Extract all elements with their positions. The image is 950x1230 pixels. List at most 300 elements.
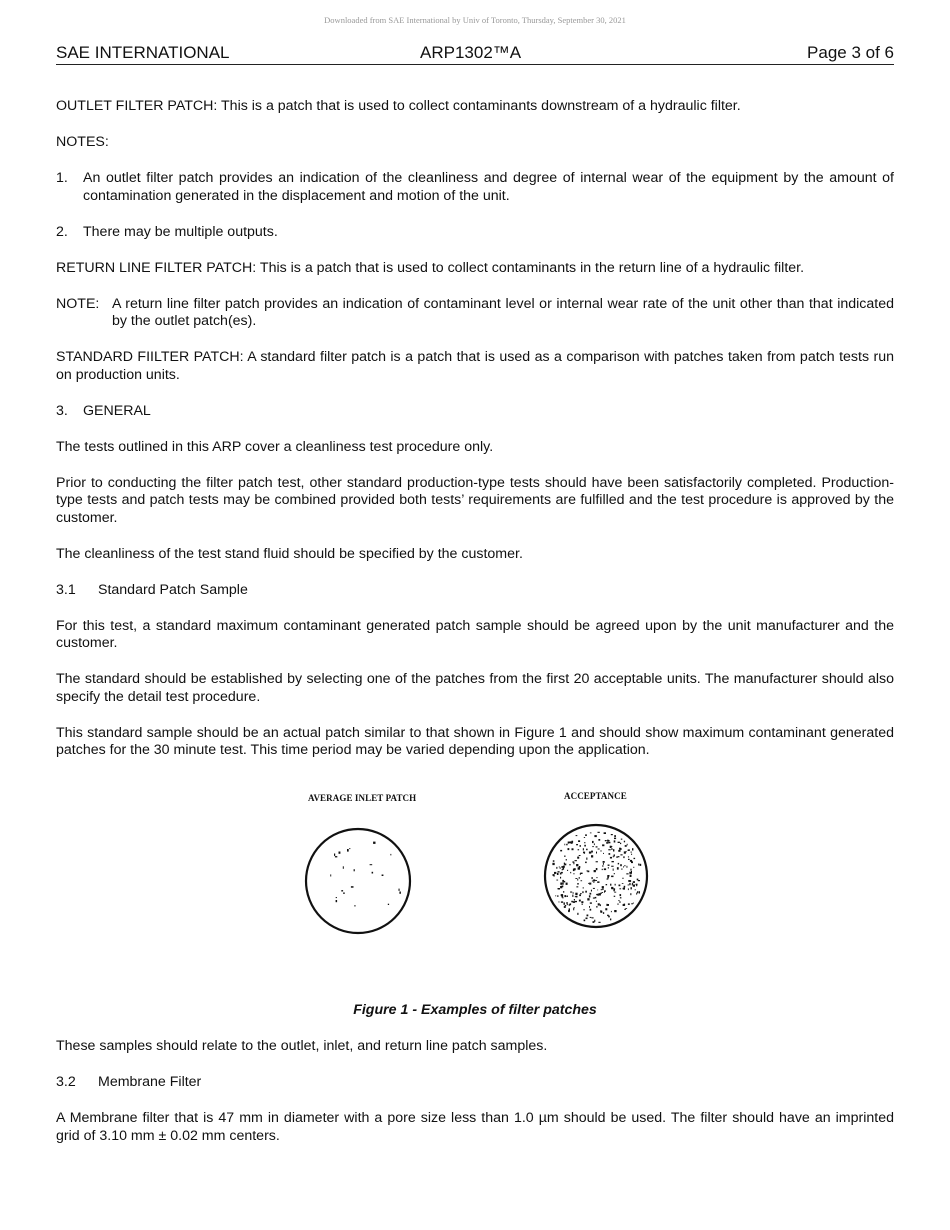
contaminant-speck [600, 904, 601, 906]
contaminant-speck [581, 880, 583, 881]
contaminant-speck [564, 895, 566, 897]
contaminant-speck [593, 898, 595, 899]
contaminant-speck [605, 840, 607, 841]
contaminant-speck [576, 844, 578, 845]
contaminant-speck [639, 891, 640, 893]
contaminant-speck [624, 909, 625, 910]
contaminant-speck [627, 844, 628, 846]
contaminant-speck [576, 835, 578, 836]
contaminant-speck [611, 911, 612, 912]
acceptance-patch-label: ACCEPTANCE [564, 791, 627, 801]
contaminant-speck [553, 860, 555, 862]
contaminant-speck [608, 842, 610, 844]
notes-label: NOTES: [56, 134, 109, 150]
contaminant-speck [624, 886, 626, 888]
contaminant-speck [631, 903, 633, 904]
contaminant-speck [620, 864, 622, 866]
contaminant-speck [628, 859, 630, 860]
contaminant-speck [625, 845, 627, 847]
contaminant-speck [566, 902, 567, 904]
contaminant-speck [579, 877, 580, 879]
contaminant-speck [629, 872, 631, 874]
contaminant-speck [575, 901, 577, 902]
contaminant-speck [581, 901, 583, 903]
contaminant-speck [577, 913, 578, 915]
contaminant-speck [595, 897, 597, 899]
contaminant-speck [606, 842, 608, 844]
contaminant-speck [592, 846, 594, 847]
contaminant-speck [640, 864, 642, 866]
contaminant-speck [626, 873, 628, 874]
contaminant-speck [598, 903, 600, 905]
contaminant-speck [576, 864, 578, 866]
paragraph: Prior to conducting the filter patch test, other standard production-type tests should have been satisfactorily completed. Production-type tests and patch tests may be combined provided both tests’ requirements are fulfilled and the test procedure is approved by the customer. [56, 474, 894, 526]
contaminant-speck [618, 863, 619, 865]
contaminant-speck [564, 906, 566, 908]
contaminant-speck [618, 903, 619, 905]
contaminant-speck [633, 885, 635, 887]
contaminant-speck [399, 892, 401, 894]
contaminant-speck [584, 920, 586, 922]
section-title: Standard Patch Sample [98, 581, 248, 598]
contaminant-speck [608, 867, 609, 868]
contaminant-speck [598, 894, 599, 896]
contaminant-speck [608, 865, 610, 866]
contaminant-speck [590, 902, 592, 903]
contaminant-speck [607, 876, 609, 878]
contaminant-speck [616, 856, 617, 858]
contaminant-speck [570, 892, 572, 893]
contaminant-speck [620, 854, 622, 855]
contaminant-speck [598, 832, 600, 833]
contaminant-speck [617, 867, 619, 869]
contaminant-speck [566, 896, 568, 898]
contaminant-speck [564, 881, 566, 883]
contaminant-speck [567, 870, 568, 871]
contaminant-speck [603, 863, 604, 865]
contaminant-speck [583, 848, 584, 850]
contaminant-speck [596, 861, 598, 862]
note-number: 2. [56, 223, 68, 240]
contaminant-speck [589, 852, 591, 854]
contaminant-speck [577, 857, 579, 859]
contaminant-speck [552, 863, 554, 865]
contaminant-speck [343, 866, 344, 869]
section-title: GENERAL [83, 402, 151, 419]
contaminant-speck [619, 885, 621, 887]
contaminant-speck [573, 862, 574, 864]
contaminant-speck [587, 871, 589, 873]
contaminant-speck [570, 841, 572, 843]
contaminant-speck [611, 866, 613, 867]
contaminant-speck [597, 881, 599, 883]
contaminant-speck [554, 875, 555, 877]
contaminant-speck [575, 893, 577, 895]
contaminant-speck [603, 861, 605, 863]
paragraph: This standard sample should be an actual patch similar to that shown in Figure 1 and should show maximum contaminant generated patches for the 30 minute test. This time period may be varied depending upon the application. [56, 724, 894, 758]
contaminant-speck [633, 903, 634, 904]
outlet-filter-patch-definition: OUTLET FILTER PATCH: This is a patch that is used to collect contaminants downstream of a hydraulic filter. [56, 98, 741, 114]
contaminant-speck [603, 912, 604, 914]
contaminant-speck [566, 883, 568, 885]
contaminant-speck [343, 893, 345, 894]
contaminant-speck [636, 885, 637, 887]
contaminant-speck [575, 878, 577, 879]
contaminant-speck [604, 890, 606, 891]
contaminant-speck [582, 891, 583, 893]
contaminant-speck [335, 856, 337, 857]
contaminant-speck [594, 835, 596, 837]
note-label: NOTE: [56, 295, 100, 312]
average-inlet-patch-label: AVERAGE INLET PATCH [308, 793, 417, 803]
paragraph: The standard should be established by selecting one of the patches from the first 20 acceptable units. The manufacturer should also specify the detail test procedure. [56, 671, 894, 705]
contaminant-speck [625, 851, 627, 852]
contaminant-speck [598, 849, 600, 850]
contaminant-speck [390, 854, 391, 856]
contaminant-speck [589, 895, 591, 897]
page-header [56, 44, 894, 65]
contaminant-speck [600, 910, 601, 911]
contaminant-speck [598, 922, 600, 923]
contaminant-speck [607, 875, 609, 877]
contaminant-speck [336, 897, 337, 898]
contaminant-speck [614, 910, 616, 912]
contaminant-speck [578, 849, 580, 850]
contaminant-speck [624, 841, 625, 843]
contaminant-speck [601, 889, 603, 890]
contaminant-speck [590, 893, 592, 895]
contaminant-speck [619, 848, 621, 850]
contaminant-speck [554, 872, 556, 874]
paragraph: The tests outlined in this ARP cover a cleanliness test procedure only. [56, 438, 494, 455]
contaminant-speck [569, 910, 570, 912]
contaminant-speck [587, 898, 589, 900]
contaminant-speck [613, 856, 614, 858]
contaminant-speck [562, 882, 564, 884]
contaminant-speck [334, 854, 335, 856]
contaminant-speck [602, 869, 603, 870]
contaminant-speck [569, 904, 571, 906]
figure-caption: Figure 1 - Examples of filter patches [353, 1002, 597, 1018]
contaminant-speck [563, 891, 564, 892]
contaminant-speck [602, 892, 604, 893]
contaminant-speck [339, 852, 341, 854]
contaminant-speck [586, 918, 588, 920]
contaminant-speck [620, 897, 622, 898]
contaminant-speck [591, 851, 593, 853]
contaminant-speck [606, 884, 608, 885]
contaminant-speck [330, 874, 331, 876]
contaminant-speck [630, 893, 631, 895]
header-page-number: Page 3 of 6 [807, 43, 894, 62]
contaminant-speck [592, 841, 594, 843]
contaminant-speck [584, 842, 586, 843]
contaminant-speck [604, 868, 606, 870]
contaminant-speck [558, 888, 560, 889]
figure-filter-patches [56, 778, 894, 990]
section-3-1-heading [56, 582, 894, 600]
contaminant-speck [587, 915, 589, 917]
contaminant-speck [610, 857, 612, 859]
contaminant-speck [568, 848, 570, 850]
contaminant-speck [614, 838, 616, 840]
document-body [56, 98, 894, 1164]
header-doc-id: ARP1302™A [420, 43, 522, 62]
average-inlet-patch-image [301, 824, 415, 938]
contaminant-speck [592, 881, 594, 882]
contaminant-speck [600, 893, 601, 894]
contaminant-speck [593, 882, 594, 883]
contaminant-speck [608, 849, 610, 850]
contaminant-speck [585, 891, 587, 893]
contaminant-speck [590, 917, 592, 918]
contaminant-speck [618, 842, 620, 843]
standard-filter-patch-definition: STANDARD FIILTER PATCH: A standard filter patch is a patch that is used as a comparison with patches taken from patch tests run on production units. [56, 349, 894, 383]
contaminant-speck [631, 852, 632, 853]
contaminant-speck [630, 860, 632, 862]
contaminant-speck [388, 904, 389, 905]
contaminant-speck [564, 856, 565, 857]
contaminant-speck [628, 885, 630, 886]
section-3-2-heading [56, 1074, 894, 1092]
contaminant-speck [614, 840, 616, 842]
section-3-heading [56, 403, 894, 421]
contaminant-speck [621, 868, 622, 869]
contaminant-speck [604, 832, 606, 834]
contaminant-speck [555, 895, 556, 896]
contaminant-speck [573, 869, 575, 871]
download-watermark: Downloaded from SAE International by Univ of Toronto, Thursday, September 30, 2021 [324, 15, 626, 25]
contaminant-speck [611, 876, 613, 878]
contaminant-speck [590, 833, 592, 834]
contaminant-speck [614, 873, 615, 874]
contaminant-speck [596, 906, 598, 907]
contaminant-speck [580, 845, 581, 847]
contaminant-speck [615, 884, 616, 886]
contaminant-speck [560, 873, 562, 875]
contaminant-speck [618, 900, 619, 901]
contaminant-speck [636, 893, 637, 895]
contaminant-speck [557, 895, 558, 897]
contaminant-speck [627, 866, 628, 868]
contaminant-speck [572, 841, 574, 843]
contaminant-speck [612, 861, 614, 862]
header-org: SAE INTERNATIONAL [56, 43, 230, 62]
contaminant-speck [579, 894, 581, 896]
contaminant-speck [560, 867, 561, 869]
contaminant-speck [629, 883, 630, 885]
contaminant-speck [632, 848, 633, 850]
contaminant-speck [347, 849, 349, 852]
contaminant-speck [622, 878, 624, 879]
contaminant-speck [614, 888, 616, 890]
contaminant-speck [610, 919, 611, 921]
contaminant-speck [573, 901, 575, 903]
contaminant-speck [575, 860, 577, 861]
contaminant-speck [602, 865, 603, 866]
contaminant-speck [628, 888, 629, 890]
contaminant-speck [589, 883, 591, 885]
contaminant-speck [562, 886, 564, 888]
paragraph: These samples should relate to the outlet, inlet, and return line patch samples. [56, 1038, 548, 1054]
note-item [56, 170, 894, 205]
contaminant-speck [354, 905, 355, 906]
contaminant-speck [559, 866, 560, 867]
contaminant-speck [373, 842, 375, 844]
contaminant-speck [611, 848, 613, 849]
contaminant-speck [586, 849, 588, 851]
contaminant-speck [607, 879, 609, 880]
contaminant-speck [580, 893, 581, 894]
note-text: A return line filter patch provides an indication of contaminant level or internal wear rate of the unit other than that indicated by the outlet patch(es). [112, 295, 894, 329]
contaminant-speck [596, 846, 598, 847]
contaminant-speck [622, 883, 624, 884]
contaminant-speck [558, 871, 560, 872]
contaminant-speck [630, 869, 631, 871]
contaminant-speck [563, 868, 565, 870]
contaminant-speck [590, 909, 592, 911]
contaminant-speck [579, 855, 581, 856]
contaminant-speck [561, 901, 563, 902]
contaminant-speck [635, 889, 636, 890]
contaminant-speck [602, 886, 604, 888]
return-line-filter-patch-definition: RETURN LINE FILTER PATCH: This is a patch that is used to collect contaminants in the return line of a hydraulic filter. [56, 259, 805, 276]
contaminant-speck [631, 887, 632, 889]
section-number: 3.1 [56, 581, 76, 598]
contaminant-speck [632, 883, 633, 885]
contaminant-speck [566, 844, 567, 846]
contaminant-speck [382, 875, 384, 877]
contaminant-speck [584, 837, 585, 838]
contaminant-speck [628, 856, 629, 857]
paragraph: For this test, a standard maximum contaminant generated patch sample should be agreed upon by the unit manufacturer and the customer. [56, 617, 894, 651]
contaminant-speck [560, 850, 562, 852]
contaminant-speck [583, 909, 584, 910]
contaminant-speck [619, 888, 621, 889]
contaminant-speck [566, 859, 567, 861]
contaminant-speck [582, 904, 584, 905]
contaminant-speck [579, 866, 581, 868]
paragraph: The cleanliness of the test stand fluid should be specified by the customer. [56, 545, 523, 562]
contaminant-speck [605, 908, 607, 910]
contaminant-speck [564, 902, 565, 904]
contaminant-speck [399, 889, 400, 891]
contaminant-speck [607, 915, 609, 916]
contaminant-speck [585, 862, 587, 864]
contaminant-speck [372, 872, 374, 874]
contaminant-speck [638, 864, 639, 866]
contaminant-speck [370, 864, 373, 865]
contaminant-speck [354, 869, 355, 871]
note-number: 1. [56, 170, 68, 186]
contaminant-speck [591, 890, 592, 892]
section-number: 3. [56, 402, 68, 419]
contaminant-speck [561, 895, 563, 897]
note-item [56, 224, 894, 242]
contaminant-speck [595, 880, 597, 881]
contaminant-speck [598, 839, 600, 841]
contaminant-speck [597, 890, 598, 891]
contaminant-speck [620, 894, 622, 896]
contaminant-speck [569, 864, 570, 865]
contaminant-speck [596, 868, 598, 870]
contaminant-speck [583, 887, 584, 888]
contaminant-speck [583, 852, 585, 854]
acceptance-patch-image [540, 820, 652, 932]
section-number: 3.2 [56, 1074, 76, 1090]
contaminant-speck [580, 873, 582, 874]
contaminant-speck [571, 843, 573, 844]
return-line-note [56, 296, 894, 331]
contaminant-speck [586, 858, 587, 860]
contaminant-speck [336, 900, 338, 902]
contaminant-speck [564, 863, 565, 865]
contaminant-speck [611, 834, 613, 835]
contaminant-speck [623, 856, 624, 858]
section-title: Membrane Filter [98, 1074, 202, 1090]
contaminant-speck [623, 866, 624, 867]
contaminant-speck [606, 904, 607, 906]
contaminant-speck [594, 843, 595, 845]
contaminant-speck [588, 883, 589, 884]
contaminant-speck [557, 873, 559, 875]
contaminant-speck [574, 899, 575, 901]
note-text: There may be multiple outputs. [83, 223, 278, 240]
contaminant-speck [623, 904, 625, 906]
contaminant-speck [630, 875, 632, 877]
contaminant-speck [594, 870, 596, 872]
contaminant-speck [556, 880, 558, 881]
contaminant-speck [596, 877, 598, 878]
contaminant-speck [631, 854, 632, 855]
contaminant-speck [618, 856, 620, 857]
contaminant-speck [594, 920, 595, 922]
contaminant-speck [593, 921, 595, 923]
contaminant-speck [609, 853, 611, 855]
contaminant-speck [633, 881, 635, 883]
contaminant-speck [576, 896, 578, 898]
contaminant-speck [577, 879, 578, 881]
contaminant-speck [349, 848, 350, 849]
contaminant-speck [570, 872, 571, 873]
contaminant-speck [589, 906, 590, 908]
contaminant-speck [568, 842, 569, 844]
contaminant-speck [560, 877, 561, 879]
contaminant-speck [612, 887, 613, 889]
note-text: An outlet filter patch provides an indication of the cleanliness and degree of internal wear of the equipment by the amount of contamination generated in the displacement and motion of the unit. [83, 170, 894, 204]
contaminant-speck [601, 850, 602, 851]
contaminant-speck [578, 840, 580, 842]
contaminant-speck [561, 866, 563, 868]
contaminant-speck [585, 834, 587, 836]
contaminant-speck [577, 883, 578, 885]
contaminant-speck [621, 839, 623, 840]
contaminant-speck [619, 902, 621, 903]
contaminant-speck [637, 891, 638, 893]
contaminant-speck [633, 867, 634, 868]
contaminant-speck [596, 901, 597, 902]
contaminant-speck [603, 853, 604, 854]
contaminant-speck [614, 854, 615, 856]
contaminant-speck [593, 888, 595, 889]
contaminant-speck [607, 840, 609, 841]
contaminant-speck [634, 858, 636, 859]
contaminant-speck [556, 867, 557, 869]
contaminant-speck [351, 886, 354, 888]
contaminant-speck [614, 892, 616, 893]
contaminant-speck [564, 844, 565, 846]
contaminant-speck [573, 873, 574, 874]
